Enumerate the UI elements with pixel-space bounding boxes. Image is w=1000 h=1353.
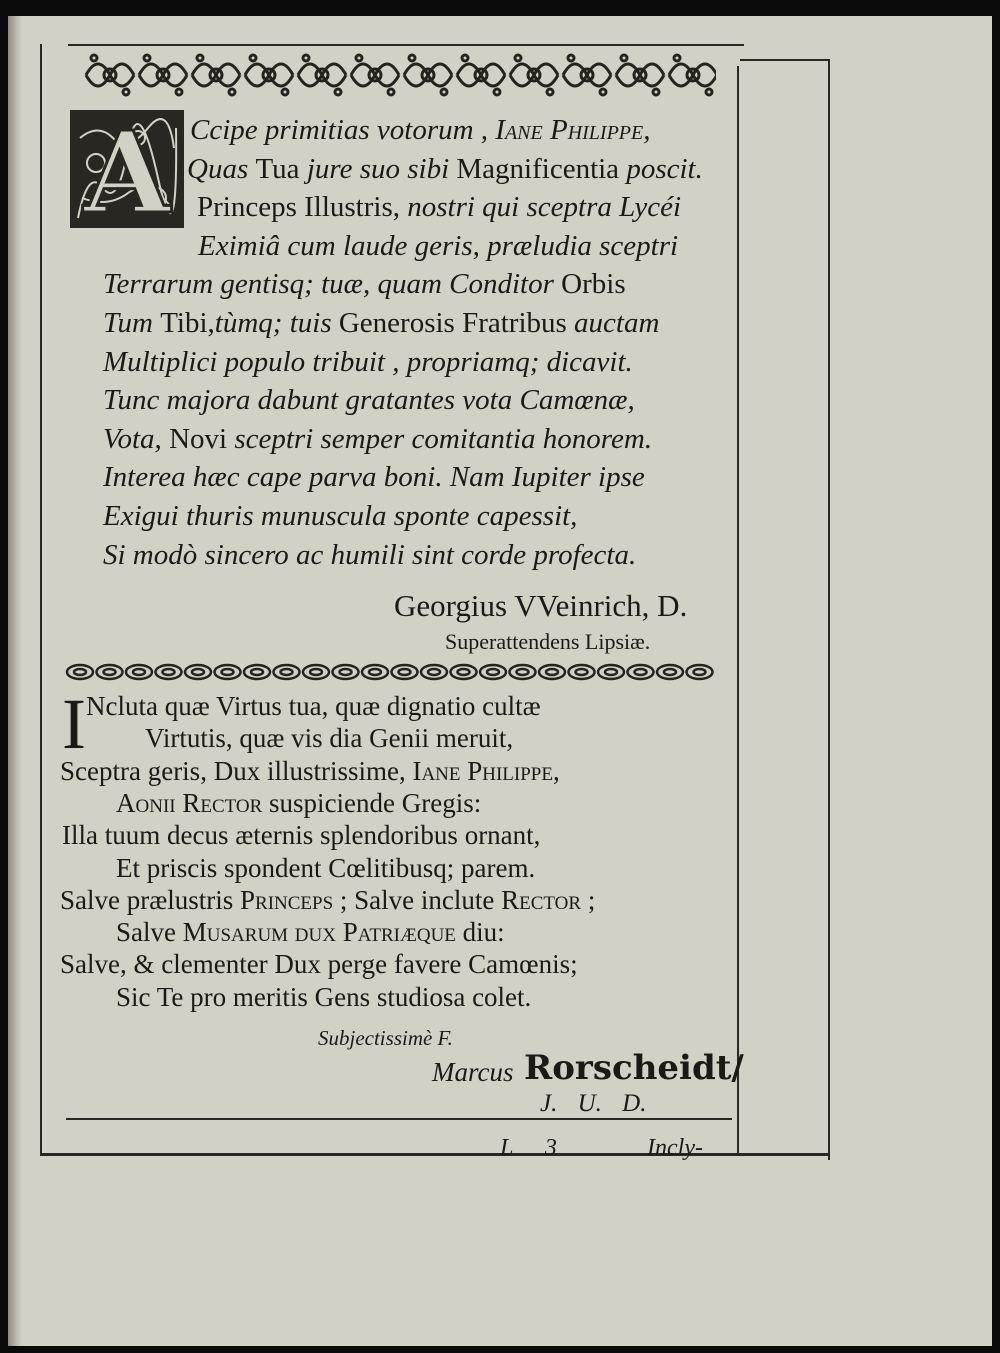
subscription: Subjectissimè F. [318,1026,453,1050]
poem2-line [60,753,560,789]
chain-link-inner-icon [517,669,529,675]
text-run: Orbis [561,268,626,301]
chain-link-inner-icon [163,669,175,675]
chain-link-icon [156,665,182,679]
poem1-line [198,228,678,264]
poem1-line [103,498,577,534]
poem2-line [116,979,531,1015]
poem1-line [103,305,659,341]
chain-link-inner-icon [399,669,411,675]
text-run: ; [581,884,596,915]
right-column-top-rule [740,59,830,61]
chain-link-inner-icon [576,669,588,675]
chain-link-icon [598,665,624,679]
text-run: jure suo sibi [306,152,457,185]
chain-link-icon [244,665,270,679]
chain-link-icon [126,665,152,679]
bottom-rule [40,1153,830,1156]
text-run: Generosis Fratribus [338,307,575,339]
poem2-line [60,882,595,918]
ornament-motif-icon [139,55,187,95]
chain-link-icon [480,665,506,679]
poem2-line [116,785,481,821]
text-run: Interea hæc cape parva boni. Nam Iupiter ipse [103,461,645,494]
text-run: ; Salve inclute [333,884,502,915]
text-run: Illa tuum decus æternis splendoribus ornant, [62,820,541,851]
far-right-rule [828,60,830,1160]
text-run: Vota, [103,422,170,455]
text-run: Ccipe primitias votorum , [190,114,496,146]
signature-mark: L 3 [500,1135,557,1161]
author-1: Georgius VVeinrich, D. [394,588,688,623]
signature-last-name: Rorscheidt/ [524,1048,744,1088]
chain-link-icon [510,665,536,679]
chain-link-inner-icon [310,669,322,675]
chain-link-inner-icon [458,669,470,675]
chain-link-icon [67,665,93,679]
text-run: Magnificentia [456,152,627,185]
poem2-line [145,720,513,756]
chain-link-icon [97,665,123,679]
text-run: Princeps [240,884,334,915]
chain-link-inner-icon [605,669,617,675]
chain-link-icon [421,665,447,679]
text-run: Tum [103,307,161,339]
chain-link-inner-icon [546,669,558,675]
chain-link-inner-icon [281,669,293,675]
ornament-motif-icon [457,55,505,95]
right-margin-rule [737,66,739,1156]
text-run: Novi [169,422,235,455]
poem1-line [103,266,626,302]
poem1-line [103,344,633,380]
poem1-line [197,189,681,225]
chain-link-icon [657,665,683,679]
chain-link-icon [687,665,713,679]
text-run: Aonii Rector [116,787,270,818]
chain-link-inner-icon [369,669,381,675]
poem2-line [86,688,541,724]
chain-link-icon [274,665,300,679]
chain-link-icon [362,665,388,679]
chain-link-icon [539,665,565,679]
chain-link-icon [185,665,211,679]
poem2-line [60,946,578,982]
poem1-line [187,151,703,187]
ornament-motif-icon [404,55,452,95]
text-run: Et priscis spondent Cœlitibusq; parem. [116,852,536,883]
chain-link-inner-icon [340,669,352,675]
ornament-motif-icon [669,55,716,95]
poem1-line [190,112,650,148]
text-run: tùmq; tuis [214,307,339,339]
text-run: Multiplici populo tribuit , propriamq; dicavit. [103,345,633,378]
text-run: Iane Philippe, [495,114,651,146]
author-1-title: Superattendens Lipsiæ. [445,629,651,654]
text-run: diu: [462,917,505,948]
poem2-line [116,850,535,886]
chain-link-inner-icon [428,669,440,675]
chain-link-icon [303,665,329,679]
text-run: Salve prælustris [60,884,240,915]
ornament-motif-icon [510,55,558,95]
poem1-line [103,382,635,418]
text-run: Sic Te pro meritis Gens studiosa colet. [116,981,532,1012]
dropcap-a-icon [68,108,186,230]
ornament-motif-icon [298,55,346,95]
chain-link-inner-icon [664,669,676,675]
text-run: Sceptra geris, Dux illustrissime, [60,755,413,786]
text-run: Rector [501,884,582,915]
chain-link-icon [392,665,418,679]
chain-link-inner-icon [694,669,706,675]
ornament-motif-icon [351,55,399,95]
dropcap-i: I [62,684,86,764]
text-run: Eximiâ cum laude geris, præludia sceptri [198,229,679,262]
ornament-motif-icon [616,55,664,95]
chain-link-inner-icon [635,669,647,675]
catchword: Incly- [647,1135,703,1161]
chain-link-inner-icon [487,669,499,675]
poem1-line [103,459,645,495]
text-run: Musarum dux Patriæque [182,917,463,948]
chain-link-icon [451,665,477,679]
text-run: Quas [187,152,256,185]
ornament-motif-icon [245,55,293,95]
chain-link-icon [333,665,359,679]
text-run: poscit. [626,152,703,185]
chain-link-icon [628,665,654,679]
text-run: Si modò sincero ac humili sint corde profecta. [103,538,637,571]
text-run: sceptri semper comitantia honorem. [234,422,653,455]
ornament-motif-icon [86,55,134,95]
ornamental-headpiece [76,46,716,104]
text-run: Ncluta quæ Virtus tua, quæ dignatio cultæ [86,691,541,721]
signature-first-name: Marcus [432,1057,514,1087]
chain-link-icon [215,665,241,679]
ornamental-divider [62,657,722,687]
text-run: Iane Philippe, [412,755,560,786]
poem1-line [103,421,652,457]
text-run: Princeps Illustris, [197,191,408,224]
text-run: auctam [574,307,660,339]
left-margin-rule [40,44,42,1154]
text-run: Tunc majora dabunt gratantes vota Camœnæ, [103,384,635,417]
chain-link-inner-icon [222,669,234,675]
chain-link-inner-icon [192,669,204,675]
chain-link-inner-icon [133,669,145,675]
poem1-line [103,537,636,573]
text-run: Terrarum gentisq; tuæ, quam Conditor [103,268,562,301]
text-run: Tibi, [160,307,215,339]
text-run: Virtutis, quæ vis dia Genii meruit, [145,723,514,754]
poem2-line [62,817,540,853]
poem2-line [116,914,505,950]
text-run: suspiciende Gregis: [269,787,482,818]
chain-link-inner-icon [104,669,116,675]
text-run: nostri qui sceptra Lycéi [407,191,682,224]
text-run: Exigui thuris munuscula sponte capessit, [103,500,578,532]
text-run: Salve [116,917,183,948]
chain-link-inner-icon [74,669,86,675]
ornament-motif-icon [563,55,611,95]
text-run: Salve, & clementer Dux perge favere Camœnis; [60,949,578,980]
chain-link-inner-icon [251,669,263,675]
chain-link-icon [569,665,595,679]
ornament-motif-icon [192,55,240,95]
page-gutter [8,16,22,1346]
text-run: Tua [255,152,307,185]
signature-degree: J. U. D. [540,1090,647,1117]
svg-text:A: A [83,108,171,230]
